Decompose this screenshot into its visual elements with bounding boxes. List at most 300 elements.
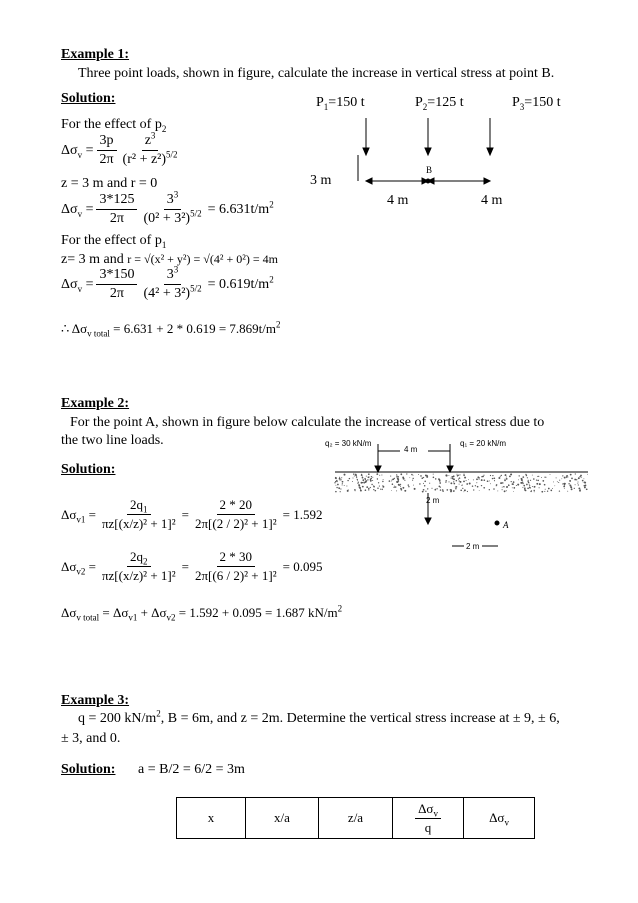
soil-dot — [336, 481, 337, 482]
load-p1-label: $P_1=150$ t — [316, 95, 365, 112]
soil-dot — [457, 474, 458, 475]
soil-dot — [466, 480, 467, 481]
soil-dot — [377, 488, 378, 489]
soil-dot — [506, 486, 508, 488]
soil-dot — [368, 490, 369, 491]
point-a-marker — [495, 521, 499, 525]
soil-dot — [501, 475, 502, 476]
soil-dot — [423, 483, 424, 484]
soil-dot — [335, 491, 337, 493]
soil-dot — [335, 481, 336, 482]
soil-dot — [476, 478, 478, 480]
soil-dot — [445, 480, 446, 481]
soil-dot — [557, 481, 558, 482]
soil-dot — [425, 491, 426, 492]
soil-dot — [372, 477, 373, 478]
soil-dot — [541, 477, 542, 478]
soil-dot — [570, 486, 571, 487]
soil-dot — [391, 490, 392, 491]
soil-dot — [355, 474, 357, 476]
q1-label: q₁ = 20 kN/m — [460, 439, 507, 448]
soil-dot — [504, 480, 506, 482]
a-calculation: a = B/2 = 6/2 = 3m — [138, 762, 245, 777]
soil-dot — [562, 475, 563, 476]
soil-dot — [570, 474, 572, 476]
soil-dot — [463, 475, 465, 477]
soil-dot — [340, 488, 341, 489]
soil-dot — [506, 478, 508, 480]
table-header-stress: $\Delta\sigma_v$ — [464, 798, 535, 839]
soil-dot — [353, 478, 354, 479]
soil-dot — [373, 485, 374, 486]
example1-heading: Example 1: — [61, 47, 130, 62]
soil-dot — [530, 480, 531, 481]
soil-dot — [448, 481, 449, 482]
soil-dot — [365, 489, 367, 491]
soil-dot — [545, 489, 546, 490]
soil-dot — [391, 481, 392, 482]
soil-dot — [391, 479, 392, 480]
q2-label: q₂ = 30 kN/m — [325, 439, 372, 448]
soil-dot — [423, 489, 425, 491]
table-header-stress-ratio: $\frac{\Delta\sigma_v}{q}$ — [393, 798, 464, 839]
soil-dot — [459, 480, 460, 481]
soil-dot — [584, 485, 586, 487]
span2-label: 4 m — [481, 193, 503, 208]
soil-dot — [492, 475, 493, 476]
soil-dot — [406, 473, 407, 474]
load-p3-label: $P_3=150$ t — [512, 95, 561, 112]
soil-dot — [539, 483, 541, 485]
soil-dot — [362, 479, 364, 481]
soil-dot — [536, 479, 537, 480]
soil-dot — [360, 490, 362, 492]
soil-dot — [448, 475, 449, 476]
offset-label: 2 m — [466, 542, 480, 551]
soil-dot — [436, 488, 437, 489]
soil-dot — [569, 480, 571, 482]
soil-dot — [517, 484, 519, 486]
soil-dot — [506, 476, 507, 477]
soil-dot — [571, 488, 573, 490]
soil-dot — [510, 474, 511, 475]
soil-dot — [371, 476, 372, 477]
soil-dot — [524, 489, 526, 491]
soil-dot — [459, 474, 460, 475]
soil-dot — [574, 479, 576, 481]
soil-dot — [570, 486, 572, 488]
soil-dot — [503, 486, 504, 487]
soil-dot — [397, 479, 399, 481]
sigma-v1-calculation: $\Delta\sigma_{v1}$ = $\frac{2q_1}{\text{πz[(x/z)² + 1]²}}$ = $\frac{2 * 20}{\text{2π[(2 / 2)² + 1]²}}$ = 1.592 — [61, 497, 323, 531]
soil-dot — [342, 485, 343, 486]
soil-dot — [336, 487, 337, 488]
soil-dot — [518, 479, 519, 480]
soil-dot — [459, 484, 460, 485]
soil-dot — [439, 482, 441, 484]
soil-dot — [487, 480, 489, 482]
example3-prompt-line1: q = 200 $kN/m^2$, B = 6m, and z = 2m. Determine the vertical stress increase at ± 9, ± 6, — [78, 708, 560, 726]
soil-dot — [424, 485, 426, 487]
soil-dot — [341, 477, 342, 478]
soil-dot — [512, 487, 513, 488]
soil-dot — [365, 480, 367, 482]
example1-total: ∴ $\Delta\sigma_{v total} = 6.631 + 2 * 0.619 = 7.869t/m^2$ — [61, 319, 281, 339]
soil-dot — [335, 477, 337, 479]
soil-dot — [408, 486, 409, 487]
soil-dot — [366, 476, 367, 477]
soil-dot — [508, 485, 510, 487]
soil-dot — [356, 477, 357, 478]
soil-dot — [346, 485, 347, 486]
soil-dot — [502, 489, 503, 490]
soil-dot — [576, 479, 577, 480]
soil-dot — [530, 488, 531, 489]
soil-dot — [556, 477, 557, 478]
soil-dot — [460, 489, 462, 491]
soil-dot — [577, 481, 578, 482]
soil-dot — [511, 481, 512, 482]
soil-dot — [526, 475, 527, 476]
soil-dot — [371, 478, 372, 479]
soil-dot — [526, 484, 528, 486]
soil-dot — [390, 476, 391, 477]
soil-dot — [473, 489, 474, 490]
soil-dot — [539, 487, 540, 488]
soil-dot — [377, 478, 378, 479]
soil-dot — [365, 479, 366, 480]
table-header-z-over-a: z/a — [319, 798, 393, 839]
soil-dot — [433, 474, 434, 475]
soil-dot — [587, 474, 588, 475]
soil-dot — [394, 486, 395, 487]
soil-dot — [529, 486, 530, 487]
soil-dot — [500, 482, 502, 484]
soil-dot — [574, 488, 575, 489]
soil-dot — [403, 478, 405, 480]
soil-dot — [429, 483, 430, 484]
soil-dot — [462, 488, 463, 489]
point-a-label: A — [503, 520, 509, 530]
soil-dot — [562, 483, 563, 484]
soil-dot — [481, 479, 483, 481]
soil-dot — [435, 478, 437, 480]
example3-solution-label: Solution: — [61, 762, 116, 777]
soil-dot — [397, 481, 398, 482]
soil-dot — [456, 480, 458, 482]
soil-dot — [498, 477, 500, 479]
soil-dot — [396, 490, 397, 491]
soil-dot — [376, 473, 378, 475]
soil-dot — [532, 475, 533, 476]
soil-dot — [439, 480, 441, 482]
soil-dot — [584, 482, 586, 484]
soil-dot — [361, 482, 363, 484]
soil-dot — [450, 482, 452, 484]
soil-dot — [497, 490, 498, 491]
soil-dot — [525, 474, 526, 475]
soil-dot — [506, 490, 507, 491]
soil-dot — [527, 487, 529, 489]
soil-dot — [411, 474, 413, 476]
soil-dot — [537, 480, 539, 482]
soil-dot — [368, 476, 370, 478]
soil-dot — [521, 479, 523, 481]
soil-dot — [553, 481, 554, 482]
soil-dot — [512, 483, 514, 485]
soil-dot — [401, 489, 403, 491]
soil-dot — [566, 477, 567, 478]
soil-dot — [352, 481, 353, 482]
soil-dot — [578, 477, 580, 479]
soil-dot — [563, 485, 565, 487]
soil-dot — [546, 477, 547, 478]
soil-dot — [567, 476, 568, 477]
example2-solution-label: Solution: — [61, 462, 116, 477]
soil-dot — [559, 490, 560, 491]
soil-dot — [339, 478, 341, 480]
soil-dot — [342, 481, 344, 483]
soil-dot — [529, 484, 530, 485]
soil-dot — [531, 490, 532, 491]
soil-dot — [344, 474, 346, 476]
soil-dot — [434, 489, 436, 491]
soil-dot — [544, 484, 546, 486]
soil-dot — [492, 478, 493, 479]
soil-dot — [375, 490, 377, 492]
soil-dot — [348, 489, 349, 490]
soil-dot — [458, 479, 459, 480]
soil-dot — [484, 479, 486, 481]
example2-prompt-line2: the two line loads. — [61, 433, 164, 448]
soil-dot — [463, 474, 464, 475]
soil-dot — [379, 475, 380, 476]
soil-dot — [422, 491, 424, 493]
soil-dot — [396, 477, 397, 478]
soil-dot — [453, 483, 455, 485]
soil-dot — [340, 479, 341, 480]
soil-dot — [505, 479, 506, 480]
soil-dot — [586, 488, 588, 490]
soil-dot — [353, 473, 355, 475]
soil-dot — [464, 477, 466, 479]
soil-dot — [520, 482, 522, 484]
example3-prompt-line2: ± 3, and 0. — [61, 731, 121, 746]
soil-dot — [490, 483, 491, 484]
soil-dot — [479, 479, 480, 480]
soil-dot — [544, 477, 545, 478]
soil-dot — [550, 490, 552, 492]
soil-dot — [445, 474, 447, 476]
soil-dot — [524, 485, 525, 486]
soil-dot — [516, 485, 517, 486]
soil-dot — [547, 491, 548, 492]
soil-dot — [504, 490, 506, 492]
span1-label: 4 m — [387, 193, 409, 208]
soil-dot — [379, 486, 380, 487]
soil-dot — [584, 486, 586, 488]
table-header-x-over-a: x/a — [246, 798, 319, 839]
soil-dot — [363, 482, 365, 484]
example2-prompt-line1: For the point A, shown in figure below calculate the increase of vertical stress due to — [70, 415, 545, 430]
soil-dot — [473, 479, 474, 480]
soil-dot — [537, 476, 538, 477]
soil-dot — [496, 484, 498, 486]
boussinesq-formula: $\Delta\sigma_v$ = $\frac{3p}{2\pi}$ $\frac{z^3}{(r^2 + z^2)^{5/2}}$ — [61, 130, 178, 167]
example2-total: $\Delta\sigma_{v total} = \Delta\sigma_{v1} + \Delta\sigma_{v2} = 1.592 + 0.095 = 1.687$ $kN/m^2$ — [61, 603, 343, 623]
soil-dot — [393, 487, 394, 488]
soil-dot — [344, 485, 345, 486]
soil-dot — [453, 478, 455, 480]
soil-dot — [370, 480, 372, 482]
soil-dot — [413, 475, 414, 476]
load-p2-label: $P_2=125$ t — [415, 95, 464, 112]
soil-dot — [463, 491, 464, 492]
soil-dot — [373, 489, 374, 490]
soil-dot — [400, 473, 402, 475]
soil-dot — [431, 488, 432, 489]
z-r-values: z = 3 m and r = 0 — [61, 176, 158, 191]
soil-dot — [489, 480, 490, 481]
soil-dot — [468, 479, 469, 480]
line-load-span-label: 4 m — [404, 445, 418, 454]
soil-dot — [419, 483, 420, 484]
soil-dot — [462, 485, 463, 486]
example1-prompt: Three point loads, shown in figure, calculate the increase in vertical stress at point B. — [78, 66, 555, 81]
soil-dot — [440, 486, 441, 487]
soil-dot — [394, 478, 395, 479]
soil-dot — [358, 482, 359, 483]
soil-dot — [475, 485, 476, 486]
soil-dot — [509, 475, 511, 477]
soil-dot — [490, 475, 491, 476]
soil-dot — [357, 480, 358, 481]
soil-dot — [522, 487, 523, 488]
soil-dot — [358, 485, 360, 487]
soil-dot — [522, 483, 523, 484]
soil-dot — [400, 484, 401, 485]
soil-dot — [459, 477, 461, 479]
depth-label: 3 m — [310, 173, 332, 188]
soil-dot — [522, 476, 524, 478]
soil-dot — [548, 488, 550, 490]
soil-dot — [347, 480, 348, 481]
soil-dot — [369, 477, 370, 478]
soil-dot — [451, 490, 453, 492]
soil-dot — [577, 483, 578, 484]
soil-dot — [338, 487, 340, 489]
soil-dot — [564, 477, 566, 479]
soil-dot — [362, 486, 364, 488]
soil-dot — [513, 491, 514, 492]
soil-dot — [564, 488, 565, 489]
soil-dot — [409, 477, 410, 478]
soil-dot — [559, 480, 560, 481]
table-header-x: x — [177, 798, 246, 839]
soil-dot — [583, 482, 584, 483]
soil-dot — [445, 481, 446, 482]
soil-dot — [544, 491, 545, 492]
soil-dot — [340, 480, 341, 481]
soil-dot — [500, 476, 501, 477]
soil-dot — [464, 489, 466, 491]
soil-dot — [361, 474, 363, 476]
soil-dot — [366, 486, 368, 488]
soil-dot — [502, 482, 503, 483]
table-header-row — [177, 798, 535, 839]
soil-dot — [372, 480, 373, 481]
soil-dot — [578, 484, 579, 485]
soil-dot — [489, 489, 490, 490]
soil-dot — [381, 474, 382, 475]
soil-dot — [427, 488, 428, 489]
soil-dot — [404, 490, 406, 492]
soil-dot — [382, 481, 383, 482]
example3-heading: Example 3: — [61, 693, 130, 708]
effect-p2-label: For the effect of $p_2$ — [61, 117, 167, 134]
soil-dot — [477, 486, 479, 488]
soil-dot — [383, 479, 384, 480]
soil-dot — [505, 474, 507, 476]
soil-dot — [534, 486, 536, 488]
soil-dot — [568, 483, 569, 484]
soil-dot — [519, 475, 520, 476]
soil-dot — [395, 486, 397, 488]
soil-dot — [513, 481, 515, 483]
soil-dot — [433, 477, 435, 479]
soil-dot — [571, 478, 573, 480]
soil-dot — [453, 481, 454, 482]
soil-dot — [580, 489, 581, 490]
soil-dot — [404, 480, 405, 481]
soil-dot — [575, 473, 576, 474]
soil-dot — [579, 476, 580, 477]
soil-dot — [371, 484, 372, 485]
line-load-depth-label: 2 m — [426, 496, 440, 505]
soil-dot — [564, 483, 566, 485]
soil-dot — [402, 487, 404, 489]
soil-dot — [493, 488, 495, 490]
soil-dot — [463, 481, 465, 483]
soil-dot — [558, 482, 559, 483]
soil-dot — [442, 490, 444, 492]
soil-dot — [561, 478, 562, 479]
soil-dot — [476, 482, 477, 483]
soil-dot — [362, 477, 364, 479]
soil-dot — [566, 475, 568, 477]
soil-dot — [355, 490, 356, 491]
soil-dot — [502, 487, 503, 488]
soil-dot — [455, 488, 456, 489]
soil-dot — [337, 484, 339, 486]
soil-dot — [368, 473, 370, 475]
soil-dot — [541, 491, 543, 493]
soil-dot — [477, 476, 479, 478]
soil-dot — [396, 474, 397, 475]
soil-dot — [398, 484, 400, 486]
sigma-v2-calculation: $\Delta\sigma_{v2}$ = $\frac{2q_2}{\text{πz[(x/z)² + 1]²}}$ = $\frac{2 * 30}{\text{2π[(6 / 2)² + 1]²}}$ = 0.095 — [61, 549, 323, 583]
soil-dot — [452, 476, 454, 478]
effect-p1-label: For the effect of $p_1$ — [61, 233, 167, 250]
soil-dot — [456, 486, 458, 488]
soil-dot — [400, 486, 401, 487]
soil-dot — [423, 477, 424, 478]
soil-dot — [581, 477, 582, 478]
soil-dot — [483, 475, 484, 476]
soil-dot — [412, 478, 413, 479]
soil-dot — [534, 491, 535, 492]
soil-dot — [467, 491, 468, 492]
